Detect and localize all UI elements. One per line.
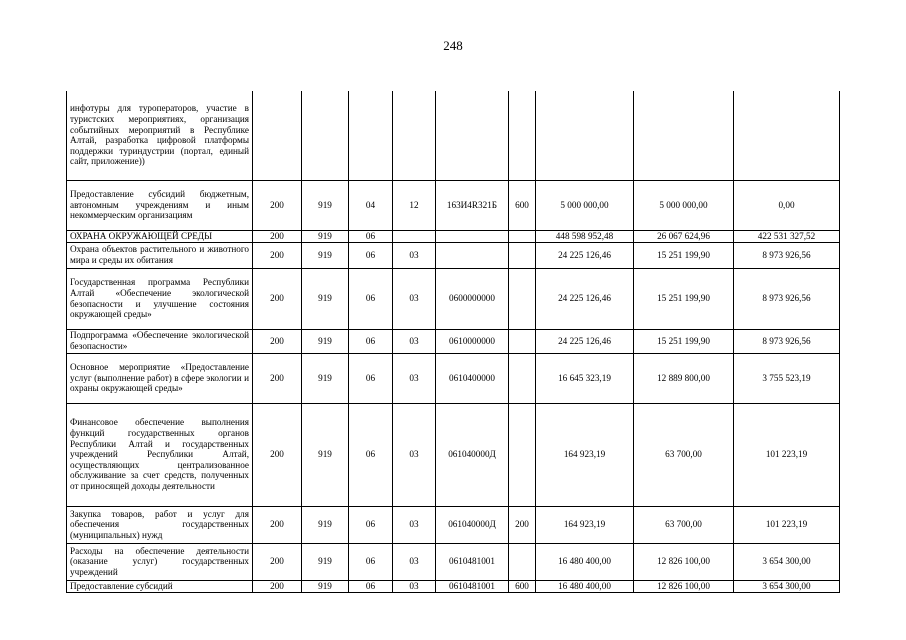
cell-pr — [393, 91, 436, 180]
cell-ved: 919 — [302, 329, 349, 353]
cell-sum-3: 101 223,19 — [734, 403, 840, 506]
row-name: Подпрограмма «Обеспечение экологической безопасности» — [67, 329, 253, 353]
cell-pr: 03 — [393, 403, 436, 506]
cell-csr — [436, 91, 509, 180]
cell-vr — [509, 403, 536, 506]
cell-vr — [509, 91, 536, 180]
table-body — [67, 91, 840, 592]
cell-sum-2: 12 889 800,00 — [634, 353, 734, 403]
table-row — [67, 403, 840, 506]
cell-vr: 600 — [509, 580, 536, 592]
cell-gr: 200 — [253, 353, 302, 403]
cell-sum-3: 0,00 — [734, 180, 840, 230]
cell-sum-3: 8 973 926,56 — [734, 329, 840, 353]
cell-sum-3: 3 654 300,00 — [734, 543, 840, 580]
cell-sum-2: 15 251 199,90 — [634, 242, 734, 268]
cell-csr — [436, 230, 509, 242]
cell-gr — [253, 91, 302, 180]
table-row — [67, 180, 840, 230]
cell-ved: 919 — [302, 506, 349, 543]
cell-sum-1: 5 000 000,00 — [536, 180, 634, 230]
cell-sum-1: 164 923,19 — [536, 403, 634, 506]
cell-sum-1: 16 480 400,00 — [536, 580, 634, 592]
cell-rz: 06 — [349, 353, 393, 403]
cell-sum-1: 164 923,19 — [536, 506, 634, 543]
cell-csr — [436, 242, 509, 268]
cell-rz: 06 — [349, 506, 393, 543]
cell-sum-1: 448 598 952,48 — [536, 230, 634, 242]
cell-gr: 200 — [253, 329, 302, 353]
cell-sum-1: 24 225 126,46 — [536, 268, 634, 329]
cell-sum-2: 15 251 199,90 — [634, 268, 734, 329]
cell-csr: 061040000Д — [436, 403, 509, 506]
cell-pr — [393, 230, 436, 242]
table-row — [67, 242, 840, 268]
cell-sum-3: 3 755 523,19 — [734, 353, 840, 403]
cell-rz: 06 — [349, 329, 393, 353]
cell-ved: 919 — [302, 580, 349, 592]
cell-pr: 03 — [393, 242, 436, 268]
cell-vr: 200 — [509, 506, 536, 543]
cell-csr: 0610481001 — [436, 580, 509, 592]
cell-sum-3: 101 223,19 — [734, 506, 840, 543]
cell-vr — [509, 230, 536, 242]
cell-pr: 03 — [393, 353, 436, 403]
cell-vr: 600 — [509, 180, 536, 230]
cell-rz: 06 — [349, 230, 393, 242]
cell-ved: 919 — [302, 403, 349, 506]
cell-gr: 200 — [253, 580, 302, 592]
cell-sum-3: 3 654 300,00 — [734, 580, 840, 592]
cell-sum-3: 422 531 327,52 — [734, 230, 840, 242]
cell-sum-2: 15 251 199,90 — [634, 329, 734, 353]
cell-sum-3: 8 973 926,56 — [734, 268, 840, 329]
cell-gr: 200 — [253, 403, 302, 506]
cell-csr: 0610400000 — [436, 353, 509, 403]
cell-sum-2 — [634, 91, 734, 180]
cell-sum-2: 12 826 100,00 — [634, 543, 734, 580]
cell-gr: 200 — [253, 242, 302, 268]
cell-vr — [509, 329, 536, 353]
cell-sum-3 — [734, 91, 840, 180]
cell-csr: 0610481001 — [436, 543, 509, 580]
cell-gr: 200 — [253, 268, 302, 329]
cell-pr: 03 — [393, 506, 436, 543]
row-name: Основное мероприятие «Предоставление услуг (выполнение работ) в сфере экологии и охраны окружающей среды» — [67, 353, 253, 403]
cell-rz: 06 — [349, 403, 393, 506]
cell-sum-1: 24 225 126,46 — [536, 242, 634, 268]
cell-pr: 03 — [393, 580, 436, 592]
cell-sum-2: 26 067 624,96 — [634, 230, 734, 242]
cell-csr: 0600000000 — [436, 268, 509, 329]
cell-sum-2: 5 000 000,00 — [634, 180, 734, 230]
row-name: Предоставление субсидий — [67, 580, 253, 592]
cell-ved: 919 — [302, 180, 349, 230]
cell-csr: 0610000000 — [436, 329, 509, 353]
row-name: Охрана объектов растительного и животного мира и среды их обитания — [67, 242, 253, 268]
cell-vr — [509, 268, 536, 329]
row-name: Расходы на обеспечение деятельности (оказание услуг) государственных учреждений — [67, 543, 253, 580]
cell-vr — [509, 543, 536, 580]
row-name: Государственная программа Республики Алтай «Обеспечение экологической безопасности и улучшение состояния окружающей среды» — [67, 268, 253, 329]
cell-csr: 061040000Д — [436, 506, 509, 543]
cell-pr: 03 — [393, 543, 436, 580]
cell-sum-2: 12 826 100,00 — [634, 580, 734, 592]
cell-rz: 06 — [349, 543, 393, 580]
row-name: инфотуры для туроператоров, участие в туристских мероприятиях, организация событийных мероприятий в Республике Алтай, разработка цифровой платформы поддержки туриндустрии (портал, единый сайт, приложение)) — [67, 91, 253, 180]
table-row — [67, 329, 840, 353]
row-name: Предоставление субсидий бюджетным, автономным учреждениям и иным некоммерческим организациям — [67, 180, 253, 230]
cell-ved — [302, 91, 349, 180]
cell-gr: 200 — [253, 230, 302, 242]
cell-ved: 919 — [302, 268, 349, 329]
cell-sum-1: 24 225 126,46 — [536, 329, 634, 353]
cell-ved: 919 — [302, 543, 349, 580]
cell-ved: 919 — [302, 230, 349, 242]
table-row — [67, 268, 840, 329]
budget-table — [66, 91, 840, 593]
cell-rz: 06 — [349, 242, 393, 268]
cell-sum-1: 16 480 400,00 — [536, 543, 634, 580]
cell-sum-1 — [536, 91, 634, 180]
row-name: ОХРАНА ОКРУЖАЮЩЕЙ СРЕДЫ — [67, 230, 253, 242]
cell-csr: 163И4R321Б — [436, 180, 509, 230]
cell-rz: 04 — [349, 180, 393, 230]
table-row — [67, 91, 840, 180]
cell-ved: 919 — [302, 242, 349, 268]
cell-vr — [509, 353, 536, 403]
table-row — [67, 543, 840, 580]
cell-pr: 12 — [393, 180, 436, 230]
cell-sum-1: 16 645 323,19 — [536, 353, 634, 403]
cell-sum-2: 63 700,00 — [634, 506, 734, 543]
cell-gr: 200 — [253, 543, 302, 580]
table-row — [67, 353, 840, 403]
table-row — [67, 230, 840, 242]
row-name: Финансовое обеспечение выполнения функций государственных органов Республики Алтай и государственных учреждений Республики Алтай, осуществляющих централизованное обслуживание за счет средств, полученных от приносящей доходы деятельности — [67, 403, 253, 506]
row-name: Закупка товаров, работ и услуг для обеспечения государственных (муниципальных) нужд — [67, 506, 253, 543]
page-number: 248 — [443, 38, 463, 53]
cell-pr: 03 — [393, 268, 436, 329]
table-row — [67, 580, 840, 592]
cell-gr: 200 — [253, 506, 302, 543]
cell-rz — [349, 91, 393, 180]
cell-vr — [509, 242, 536, 268]
cell-pr: 03 — [393, 329, 436, 353]
cell-ved: 919 — [302, 353, 349, 403]
table-row — [67, 506, 840, 543]
cell-sum-2: 63 700,00 — [634, 403, 734, 506]
cell-rz: 06 — [349, 580, 393, 592]
cell-sum-3: 8 973 926,56 — [734, 242, 840, 268]
cell-gr: 200 — [253, 180, 302, 230]
cell-rz: 06 — [349, 268, 393, 329]
